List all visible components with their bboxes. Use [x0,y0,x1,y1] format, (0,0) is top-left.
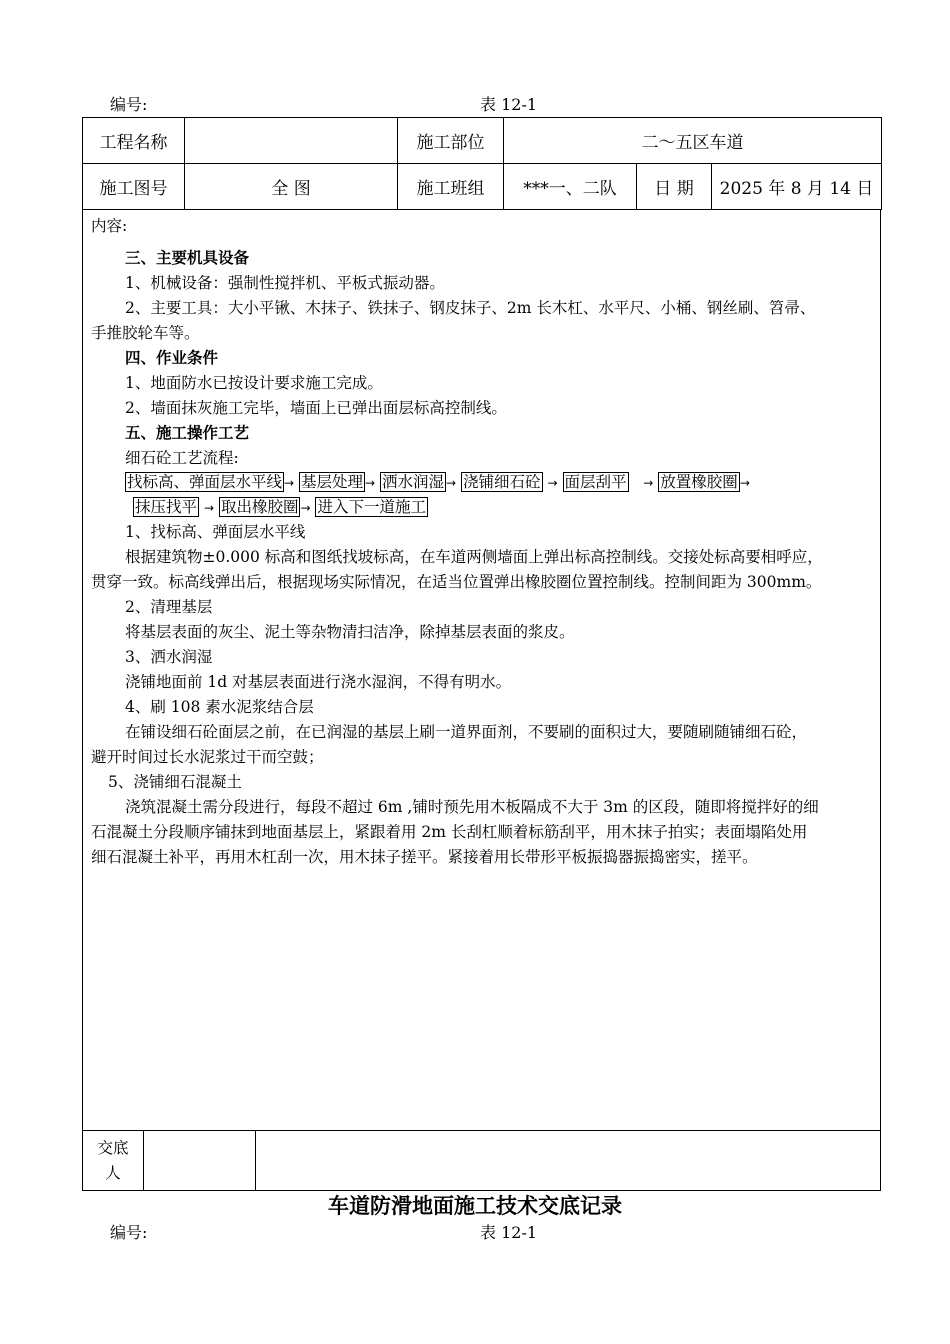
p5-text-a: 浇筑混凝土需分段进行，每段不超过 6m ,铺时预先用木板隔成不大于 3m 的区段，随即将搅拌好的细 [125,798,819,816]
p1-title: 1、找标高、弹面层水平线 [125,523,306,541]
flow-step-7: 抹压找平 [135,498,198,516]
team-value: ***一、二队 [504,164,637,210]
flow-label: 细石砼工艺流程: [125,449,239,467]
signature-label-line-2: 人 [105,1163,121,1182]
content-area [82,210,881,1130]
project-name-value [185,118,398,164]
flow-step-4: 浇铺细石砼 [463,473,541,491]
flow-arrow-icon: → [446,476,457,490]
section-5-title: 五、施工操作工艺 [125,423,250,442]
s3-item-2b: 手推胶轮车等。 [91,324,200,342]
p5-text-b: 石混凝土分段顺序铺抹到地面基层上，紧跟着用 2m 长刮杠顺着标筋刮平，用木抹子拍实；表面塌陷处用 [91,823,808,841]
p1-text-a: 根据建筑物±0.000 标高和图纸找坡标高，在车道两侧墙面上弹出标高控制线。交接处标高要相呼应， [125,548,823,566]
p3-title: 3、洒水润湿 [125,648,213,666]
p3-text-a: 浇铺地面前 1d 对基层表面进行浇水湿润，不得有明水。 [125,673,512,691]
s4-item-2: 2、墙面抹灰施工完毕，墙面上已弹出面层标高控制线。 [125,399,507,417]
flow-step-1: 找标高、弹面层水平线 [127,473,283,491]
process-flow-row-1 [125,470,750,492]
flow-arrow-icon: → [365,476,376,490]
form-number: 表 12-1 [480,95,538,114]
location-label: 施工部位 [398,118,504,164]
flow-arrow-icon: → [739,476,750,490]
section-4-title: 四、作业条件 [125,348,219,367]
flow-step-5: 面层刮平 [564,473,627,491]
footer-serial-label: 编号: [110,1223,148,1242]
signature-remark [256,1131,881,1191]
p4-text-a: 在铺设细石砼面层之前，在已润湿的基层上刷一道界面剂，不要刷的面积过大，要随刷随铺细石砼， [125,723,808,741]
footer-form-number: 表 12-1 [480,1223,538,1242]
flow-step-6: 放置橡胶圈 [660,473,738,491]
p1-text-b: 贯穿一致。标高线弹出后，根据现场实际情况，在适当位置弹出橡胶圈位置控制线。控制间距为 300mm。 [91,573,822,591]
flow-step-8: 取出橡胶圈 [220,498,299,516]
p5-title: 5、浇铺细石混凝土 [108,773,242,791]
p4-title: 4、刷 108 素水泥浆结合层 [125,698,314,716]
date-value: 2025 年 8 月 14 日 [712,164,882,210]
process-flow-row-2 [133,495,428,517]
s4-item-1: 1、地面防水已按设计要求施工完成。 [125,374,383,392]
team-label: 施工班组 [398,164,504,210]
location-value: 二～五区车道 [504,118,882,164]
signature-label-line-1: 交底 [97,1138,129,1157]
signature-label [83,1131,144,1191]
document-title: 车道防滑地面施工技术交底记录 [328,1193,622,1218]
p4-text-b: 避开时间过长水泥浆过干而空鼓； [91,748,324,766]
p2-title: 2、清理基层 [125,598,213,616]
project-name-label: 工程名称 [83,118,185,164]
p5-text-c: 细石混凝土补平，再用木杠刮一次，用木抹子搓平。紧接着用长带形平板振捣器振捣密实，搓平。 [91,848,758,866]
serial-label: 编号: [110,95,148,114]
s3-item-2a: 2、主要工具：大小平锹、木抹子、铁抹子、钢皮抹子、2m 长木杠、水平尺、小桶、钢丝刷、笤帚、 [125,299,816,317]
signature-table [82,1130,881,1191]
info-table [82,117,882,210]
drawing-label: 施工图号 [83,164,185,210]
flow-step-3: 洒水润湿 [382,473,445,491]
flow-step-2: 基层处理 [301,473,364,491]
flow-arrow-icon: → [203,501,215,515]
section-3-title: 三、主要机具设备 [125,248,250,267]
signature-value [144,1131,256,1191]
date-label: 日 期 [637,164,712,210]
flow-step-9: 进入下一道施工 [317,498,426,516]
flow-arrow-icon: → [300,501,311,515]
drawing-value: 全 图 [185,164,398,210]
flow-arrow-icon: → [643,476,654,490]
content-label: 内容: [91,217,128,235]
flow-arrow-icon: → [284,476,295,490]
flow-arrow-icon: → [547,476,558,490]
p2-text-a: 将基层表面的灰尘、泥土等杂物清扫洁净，除掉基层表面的浆皮。 [125,623,575,641]
s3-item-1: 1、机械设备：强制性搅拌机、平板式振动器。 [125,274,445,292]
